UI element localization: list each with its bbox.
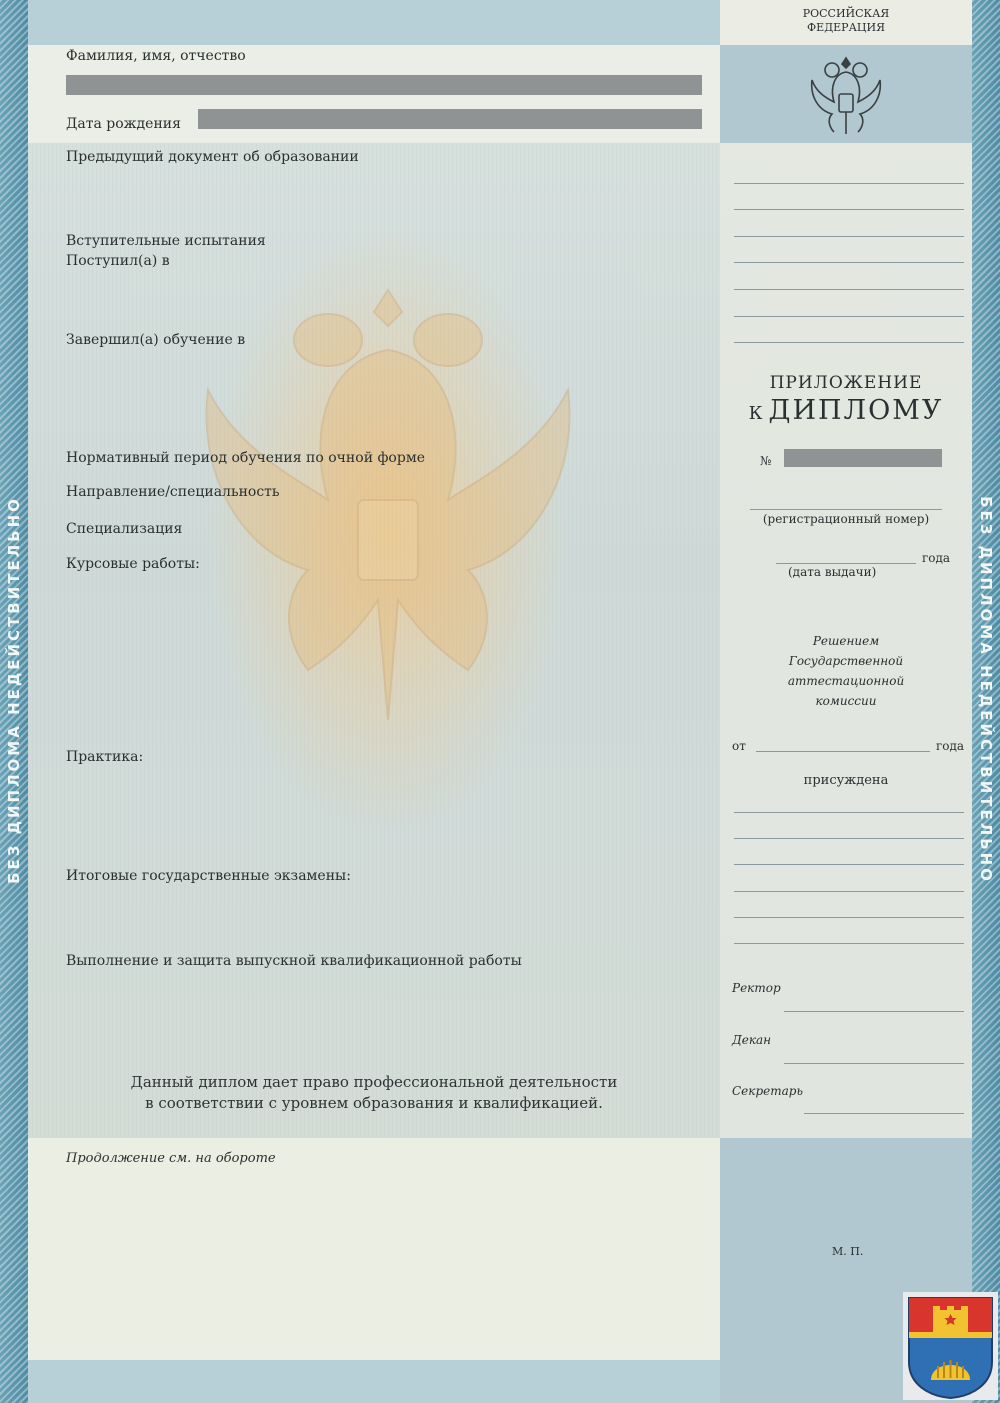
country-line-2: ФЕДЕРАЦИЯ	[807, 21, 885, 34]
country-line-1: РОССИЙСКАЯ	[802, 7, 890, 20]
rule-7	[734, 342, 964, 343]
rule-4	[734, 262, 964, 263]
stamp-place: М. П.	[832, 1245, 864, 1258]
rule-2	[734, 209, 964, 210]
commission-decision	[720, 631, 972, 711]
right-security-band	[972, 0, 1000, 1403]
previous-document-label: Предыдущий документ об образовании	[66, 149, 359, 165]
rule-6	[734, 316, 964, 317]
rule-11	[734, 891, 964, 892]
decision-line-1: Решением	[812, 634, 880, 648]
rule-3	[734, 236, 964, 237]
issue-date-rule	[776, 563, 916, 564]
fio-redaction	[66, 75, 702, 95]
entrance-exams-label: Вступительные испытания	[66, 233, 266, 249]
decision-line-3: аттестационной	[787, 674, 905, 688]
left-band-text: БЕЗ ДИПЛОМА НЕДЕЙСТВИТЕЛЬНО	[5, 496, 23, 884]
city-coat-of-arms-icon	[903, 1292, 998, 1400]
supplement-title-line-2	[720, 395, 972, 426]
right-band-text: БЕЗ ДИПЛОМА НЕДЕЙСТВИТЕЛЬНО	[977, 496, 995, 884]
decision-year-word: года	[936, 739, 965, 753]
awarded-word: присуждена	[803, 773, 889, 788]
study-period-label: Нормативный период обучения по очной форме	[66, 450, 425, 466]
rule-10	[734, 864, 964, 865]
birth-date-redaction	[198, 109, 702, 129]
rule-12	[734, 917, 964, 918]
thesis-label: Выполнение и защита выпускной квалификационной работы	[66, 953, 522, 969]
rector-label: Ректор	[732, 981, 781, 995]
birth-date-label: Дата рождения	[66, 116, 181, 132]
title-main: ДИПЛОМУ	[768, 395, 944, 426]
continuation-box	[28, 1138, 720, 1360]
rector-signature-rule	[784, 1011, 964, 1012]
practice-label: Практика:	[66, 749, 144, 765]
top-strip	[28, 0, 720, 45]
rule-9	[734, 838, 964, 839]
rule-1	[734, 183, 964, 184]
rule-13	[734, 943, 964, 944]
decision-line-4: комиссии	[815, 694, 877, 708]
direction-label: Направление/специальность	[66, 484, 280, 500]
rights-line-2: в соответствии с уровнем образования и квалификацией.	[145, 1094, 603, 1112]
title-prefix: К	[748, 403, 763, 424]
rule-8	[734, 812, 964, 813]
number-prefix: №	[760, 454, 772, 468]
rights-statement	[28, 1072, 720, 1114]
enrolled-label: Поступил(а) в	[66, 253, 170, 269]
secretary-label: Секретарь	[732, 1084, 803, 1098]
number-redaction	[784, 449, 942, 467]
dean-label: Декан	[732, 1033, 772, 1047]
reg-number-rule	[750, 509, 942, 510]
main-panel	[28, 0, 720, 1403]
specialization-label: Специализация	[66, 521, 183, 537]
secretary-signature-rule	[804, 1113, 964, 1114]
issue-year-word: года	[922, 551, 951, 565]
state-exams-label: Итоговые государственные экзамены:	[66, 868, 351, 884]
coursework-label: Курсовые работы:	[66, 556, 200, 572]
continued-label: Продолжение см. на обороте	[66, 1151, 276, 1166]
issue-date-caption: (дата выдачи)	[788, 565, 877, 579]
dean-signature-rule	[784, 1063, 964, 1064]
supplement-title-line-1: ПРИЛОЖЕНИЕ	[769, 373, 923, 393]
reg-number-caption: (регистрационный номер)	[762, 512, 930, 526]
decision-date-rule	[756, 751, 930, 752]
decision-line-2: Государственной	[788, 654, 904, 668]
rights-line-1: Данный диплом дает право профессиональной деятельности	[130, 1073, 618, 1091]
country-box	[720, 0, 972, 45]
from-word: от	[732, 739, 746, 753]
bottom-strip	[28, 1360, 720, 1403]
country-name	[720, 7, 972, 35]
coat-of-arms-icon	[806, 52, 886, 136]
finished-label: Завершил(а) обучение в	[66, 332, 246, 348]
emblem-box	[720, 45, 972, 143]
rule-5	[734, 289, 964, 290]
left-security-band	[0, 0, 28, 1403]
right-column	[720, 0, 972, 1403]
fio-label: Фамилия, имя, отчество	[66, 48, 246, 64]
